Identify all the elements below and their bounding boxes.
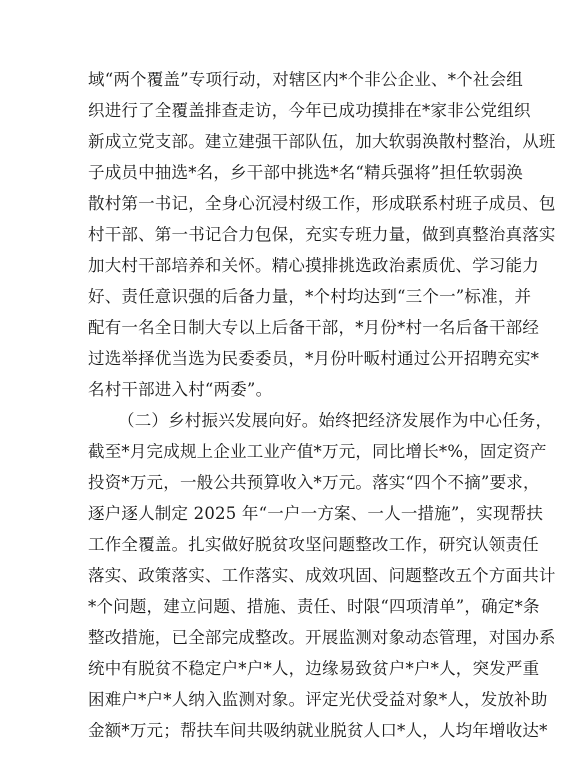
text-line: 投资*万元，一般公共预算收入*万元。落实“四个不摘”要求， — [88, 473, 540, 492]
text-line: 统中有脱贫不稳定户*户*人，边缘易致贫户*户*人，突发严重 — [88, 659, 540, 678]
section-heading-line: （二）乡村振兴发展向好。始终把经济发展作为中心任务， — [118, 411, 553, 430]
text-line: 散村第一书记，全身心沉浸村级工作，形成联系村班子成员、包 — [88, 194, 556, 213]
text-line: *个问题，建立问题、措施、责任、时限“四项清单”，确定*条 — [88, 597, 540, 616]
text-line: 逐户逐人制定 2025 年“一户一方案、一人一措施”，实现帮扶 — [88, 504, 544, 523]
text-line: 工作全覆盖。扎实做好脱贫攻坚问题整改工作，研究认领责任 — [88, 535, 539, 554]
document-body — [88, 64, 556, 746]
text-line: 村干部、第一书记合力包保，充实专班力量，做到真整治真落实 — [88, 225, 556, 244]
text-line: 困难户*户*人纳入监测对象。评定光伏受益对象*人，发放补助 — [88, 690, 548, 709]
text-line: 加大村干部培养和关怀。精心摸排挑选政治素质优、学习能力 — [88, 256, 539, 275]
text-line: 配有一名全日制大专以上后备干部，*月份*村一名后备干部经 — [88, 318, 540, 337]
text-line: 子成员中抽选*名，乡干部中挑选*名“精兵强将”担任软弱涣 — [88, 163, 523, 182]
text-line: 好、责任意识强的后备力量，*个村均达到“三个一”标准，并 — [88, 287, 532, 306]
text-line: 域“两个覆盖”专项行动，对辖区内*个非公企业、*个社会组 — [88, 70, 523, 89]
text-line: 落实、政策落实、工作落实、成效巩固、问题整改五个方面共计 — [88, 566, 556, 585]
text-line: 金额*万元；帮扶车间共吸纳就业脱贫人口*人，人均年增收达* — [88, 721, 548, 740]
text-line: 过选举择优当选为民委委员，*月份叶畈村通过公开招聘充实* — [88, 349, 540, 368]
text-line: 织进行了全覆盖排查走访，今年已成功摸排在*家非公党组织 — [88, 101, 531, 120]
text-line: 整改措施，已全部完成整改。开展监测对象动态管理，对国办系 — [88, 628, 556, 647]
text-line: 截至*月完成规上企业工业产值*万元，同比增长*%，固定资产 — [88, 442, 547, 461]
text-line: 名村干部进入村“两委”。 — [88, 380, 273, 399]
text-line: 新成立党支部。建立建强干部队伍，加大软弱涣散村整治，从班 — [88, 132, 556, 151]
